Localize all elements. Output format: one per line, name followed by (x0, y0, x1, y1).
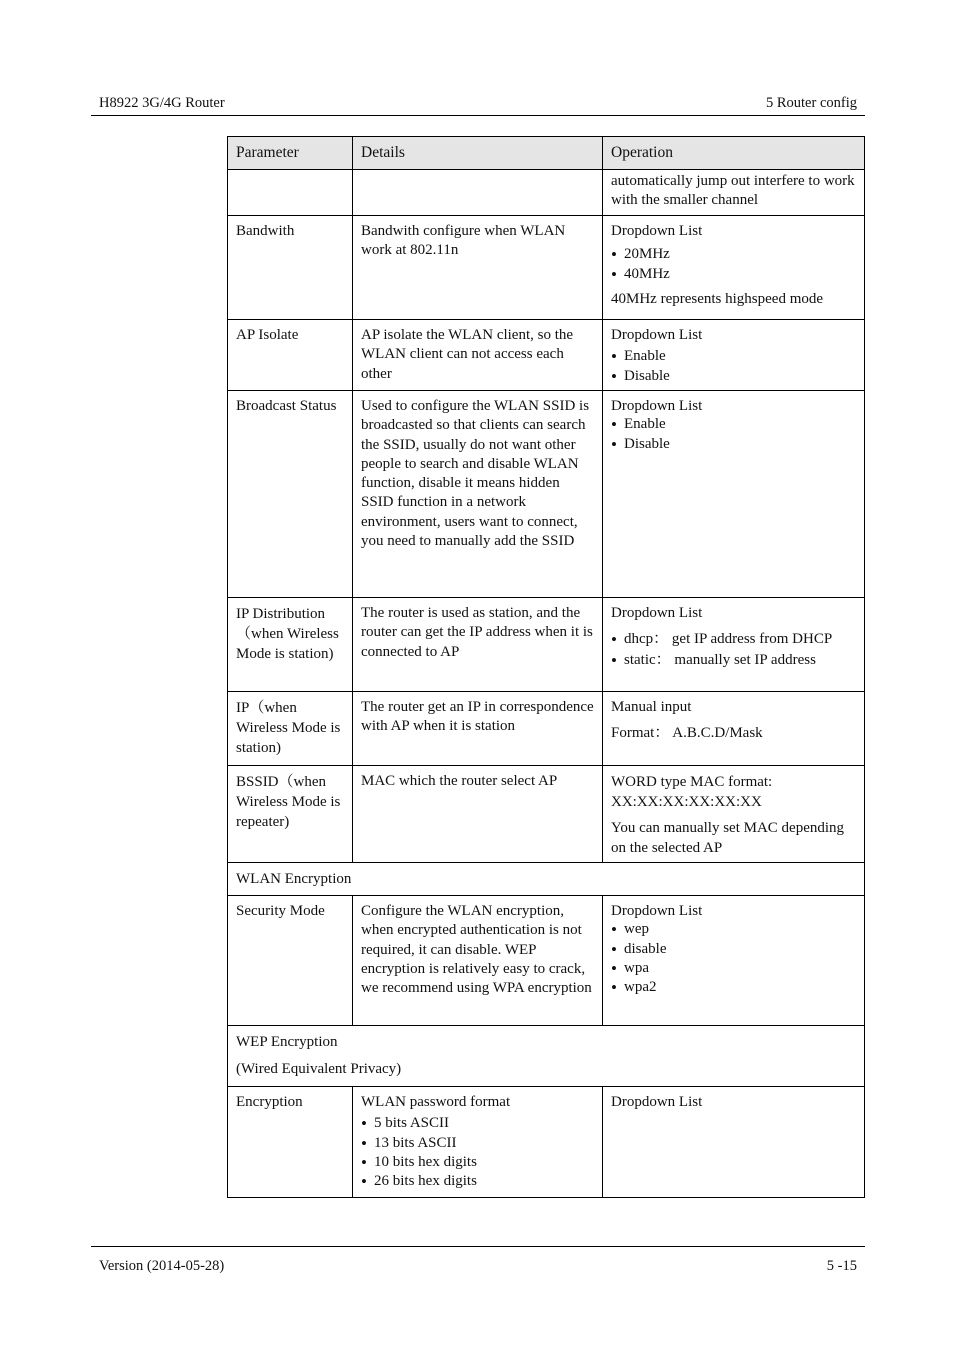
details-cell: AP isolate the WLAN client, so the WLAN client can not access each other (353, 320, 603, 391)
list-item: • static： manually set IP address (611, 650, 856, 671)
operation-cell (603, 320, 865, 391)
option-list (611, 629, 856, 671)
list-item: • 40MHz (611, 265, 856, 284)
operation-cell (603, 598, 865, 692)
table-row (228, 320, 865, 391)
column-header-operation: Operation (603, 137, 865, 170)
option-list (361, 1114, 594, 1191)
parameter-cell: IP Distribution（when Wireless Mode is station) (228, 598, 353, 692)
table-row (228, 170, 865, 216)
details-cell: The router is used as station, and the router can get the IP address when it is connected to AP (353, 598, 603, 692)
list-item: • dhcp： get IP address from DHCP (611, 629, 856, 650)
operation-title: Dropdown List (611, 903, 703, 919)
operation-title: Dropdown List (611, 327, 703, 343)
list-item: • Disable (611, 367, 856, 386)
parameter-cell (228, 170, 353, 216)
operation-cell: Dropdown List (603, 1087, 865, 1198)
list-item: • Enable (611, 347, 856, 366)
header-doc-title: H8922 3G/4G Router (99, 95, 225, 111)
section-title-wep-encryption (228, 1026, 865, 1087)
section-title-line: WEP Encryption (236, 1034, 338, 1050)
table-row (228, 1087, 865, 1198)
operation-cell (603, 216, 865, 320)
table-row (228, 766, 865, 863)
list-item: • wpa2 (611, 978, 856, 997)
operation-title: Manual input (611, 699, 692, 715)
details-cell (353, 1087, 603, 1198)
option-list (611, 415, 856, 454)
operation-line: WORD type MAC format: XX:XX:XX:XX:XX:XX (611, 774, 773, 810)
parameter-table (227, 136, 865, 1198)
page-header (91, 95, 865, 116)
list-item: • 10 bits hex digits (361, 1153, 594, 1172)
list-item: • wep (611, 920, 856, 939)
parameter-cell: Bandwith (228, 216, 353, 320)
operation-cell (603, 391, 865, 598)
header-chapter: 5 Router config (765, 95, 857, 111)
section-row (228, 1026, 865, 1087)
list-item: • 13 bits ASCII (361, 1134, 594, 1153)
operation-title: Dropdown List (611, 605, 703, 621)
details-cell: MAC which the router select AP (353, 766, 603, 863)
details-cell: Bandwith configure when WLAN work at 802.11n (353, 216, 603, 320)
option-list (611, 920, 856, 997)
column-header-details: Details (353, 137, 603, 170)
operation-cell (603, 896, 865, 1026)
list-item: • 20MHz (611, 245, 856, 264)
parameter-cell: Security Mode (228, 896, 353, 1026)
option-list (611, 245, 856, 284)
section-row (228, 863, 865, 896)
list-item: • Disable (611, 435, 856, 454)
details-cell: The router get an IP in correspondence with AP when it is station (353, 692, 603, 766)
details-cell: Configure the WLAN encryption, when encrypted authentication is not required, it can disable. WEP encryption is relatively easy to crack, we recommend using WPA encryption (353, 896, 603, 1026)
section-subtitle-line: (Wired Equivalent Privacy) (236, 1061, 402, 1078)
operation-cell (603, 766, 865, 863)
operation-cell (603, 692, 865, 766)
list-item: • 26 bits hex digits (361, 1172, 594, 1191)
option-list (611, 347, 856, 386)
footer-version: Version (2014-05-28) (99, 1258, 225, 1274)
operation-title: Dropdown List (611, 223, 703, 239)
table-header-row (228, 137, 865, 170)
table-row (228, 216, 865, 320)
table-row (228, 896, 865, 1026)
operation-title: Dropdown List (611, 398, 703, 414)
table-row (228, 598, 865, 692)
details-cell (353, 170, 603, 216)
list-item: • Enable (611, 415, 856, 434)
list-item: • wpa (611, 959, 856, 978)
parameter-cell: Broadcast Status (228, 391, 353, 598)
parameter-cell: AP Isolate (228, 320, 353, 391)
table-row (228, 692, 865, 766)
operation-note: 40MHz represents highspeed mode (611, 290, 824, 307)
parameter-cell: BSSID（when Wireless Mode is repeater) (228, 766, 353, 863)
details-cell: Used to configure the WLAN SSID is broadcasted so that clients can search the SSID, usually do not want other people to search and disable WLAN function, disable it means hidden SSID function in a network environment, users want to connect, you need to manually add the SSID (353, 391, 603, 598)
operation-cell: automatically jump out interfere to work with the smaller channel (603, 170, 865, 216)
operation-line: You can manually set MAC depending on the selected AP (611, 820, 845, 856)
parameter-cell: IP（when Wireless Mode is station) (228, 692, 353, 766)
footer-page-number: 5 -15 (826, 1258, 857, 1274)
details-title: WLAN password format (361, 1094, 511, 1110)
operation-note: Format： A.B.C.D/Mask (611, 725, 763, 742)
parameter-cell: Encryption (228, 1087, 353, 1198)
list-item: • disable (611, 940, 856, 959)
page-footer (91, 1246, 865, 1274)
table-row (228, 391, 865, 598)
list-item: • 5 bits ASCII (361, 1114, 594, 1133)
section-title-wlan-encryption: WLAN Encryption (228, 863, 865, 896)
column-header-parameter: Parameter (228, 137, 353, 170)
